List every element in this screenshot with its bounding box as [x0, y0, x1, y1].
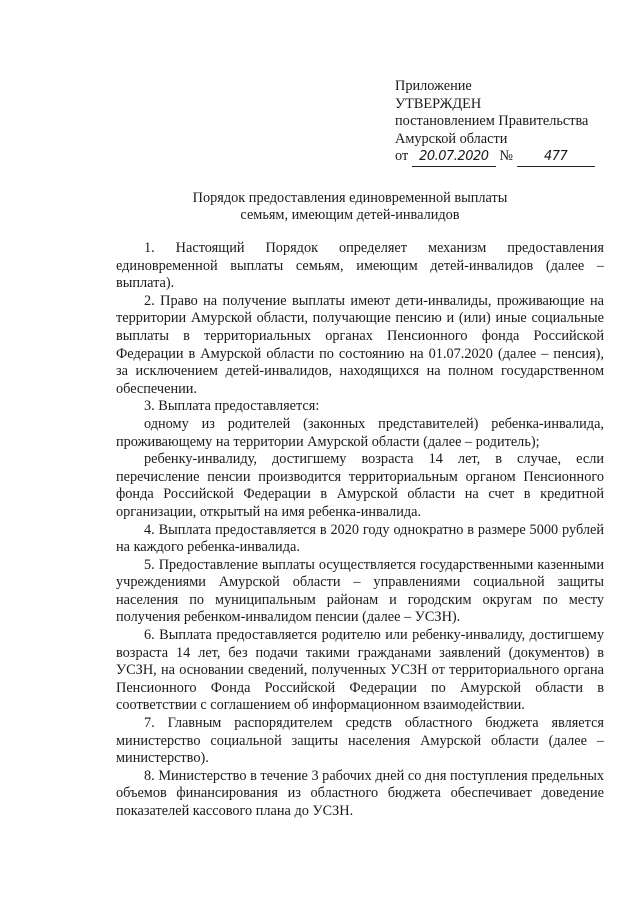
approval-line-region: Амурской области: [395, 130, 508, 147]
approval-date-line: [395, 148, 625, 167]
number-value: 477: [517, 148, 595, 167]
paragraph-2: 2. Право на получение выплаты имеют дети-инвалиды, проживающие на территории Амурской области, получающие пенсию и (или) иные социальные выплаты в территориальных органах Пенсионного фонда Российской Федерации в Амурской области по состоянию на 01.07.2020 (далее – пенсия), за исключением детей-инвалидов, находящихся на полном государственном обеспечении.: [116, 292, 604, 397]
paragraph-3-item-2: ребенку-инвалиду, достигшему возраста 14 лет, в случае, если перечисление пенсии производится территориальным органом Пенсионного фонда Российской Федерации в Амурской области на счет в кредитной организации, открытый на имя ребенка-инвалида.: [116, 451, 604, 520]
approval-line-appendix: Приложение: [395, 78, 472, 94]
date-value: 20.07.2020: [412, 148, 496, 167]
paragraph-7: 7. Главным распорядителем средств областного бюджета является министерство социальной защиты населения Амурской области (далее – министерство).: [116, 715, 604, 767]
title-line-2: семьям, имеющим детей-инвалидов: [240, 207, 460, 223]
paragraph-1: 1. Настоящий Порядок определяет механизм предоставления единовременной выплаты семьям, имеющим детей-инвалидов (далее – выплата).: [116, 240, 604, 292]
paragraph-8: 8. Министерство в течение 3 рабочих дней со дня поступления предельных объемов финансирования из областного бюджета обеспечивает доведение показателей кассового плана до УСЗН.: [116, 767, 604, 819]
paragraph-5: 5. Предоставление выплаты осуществляется государственными казенными учреждениями Амурской области – управлениями социальной защиты населения по муниципальным районам и городским округам по месту получения ребенком-инвалидом пенсии (далее – УСЗН).: [116, 556, 604, 626]
approval-block: [395, 78, 625, 167]
document-title: [60, 190, 640, 224]
number-prefix: №: [499, 148, 514, 164]
title-line-1: Порядок предоставления единовременной выплаты: [192, 190, 508, 206]
paragraph-3-item-1: одному из родителей (законных представителей) ребенка-инвалида, проживающему на территории Амурской области (далее – родитель);: [116, 415, 604, 450]
paragraph-6: 6. Выплата предоставляется родителю или ребенку-инвалиду, достигшему возраста 14 лет, без подачи такими гражданами заявлений (документов) в УСЗН, на основании сведений, полученных УСЗН от территориального органа Пенсионного Фонда Российской Федерации по Амурской области в соответствии с соглашением об информационном взаимодействии.: [116, 627, 604, 714]
paragraph-4: 4. Выплата предоставляется в 2020 году однократно в размере 5000 рублей на каждого ребенка-инвалида.: [116, 521, 604, 556]
approval-line-resolution: постановлением Правительства: [395, 113, 589, 129]
document-body: [116, 240, 604, 821]
approval-line-approved: УТВЕРЖДЕН: [395, 95, 482, 112]
date-prefix: от: [395, 148, 409, 164]
paragraph-3: 3. Выплата предоставляется:: [144, 398, 320, 415]
